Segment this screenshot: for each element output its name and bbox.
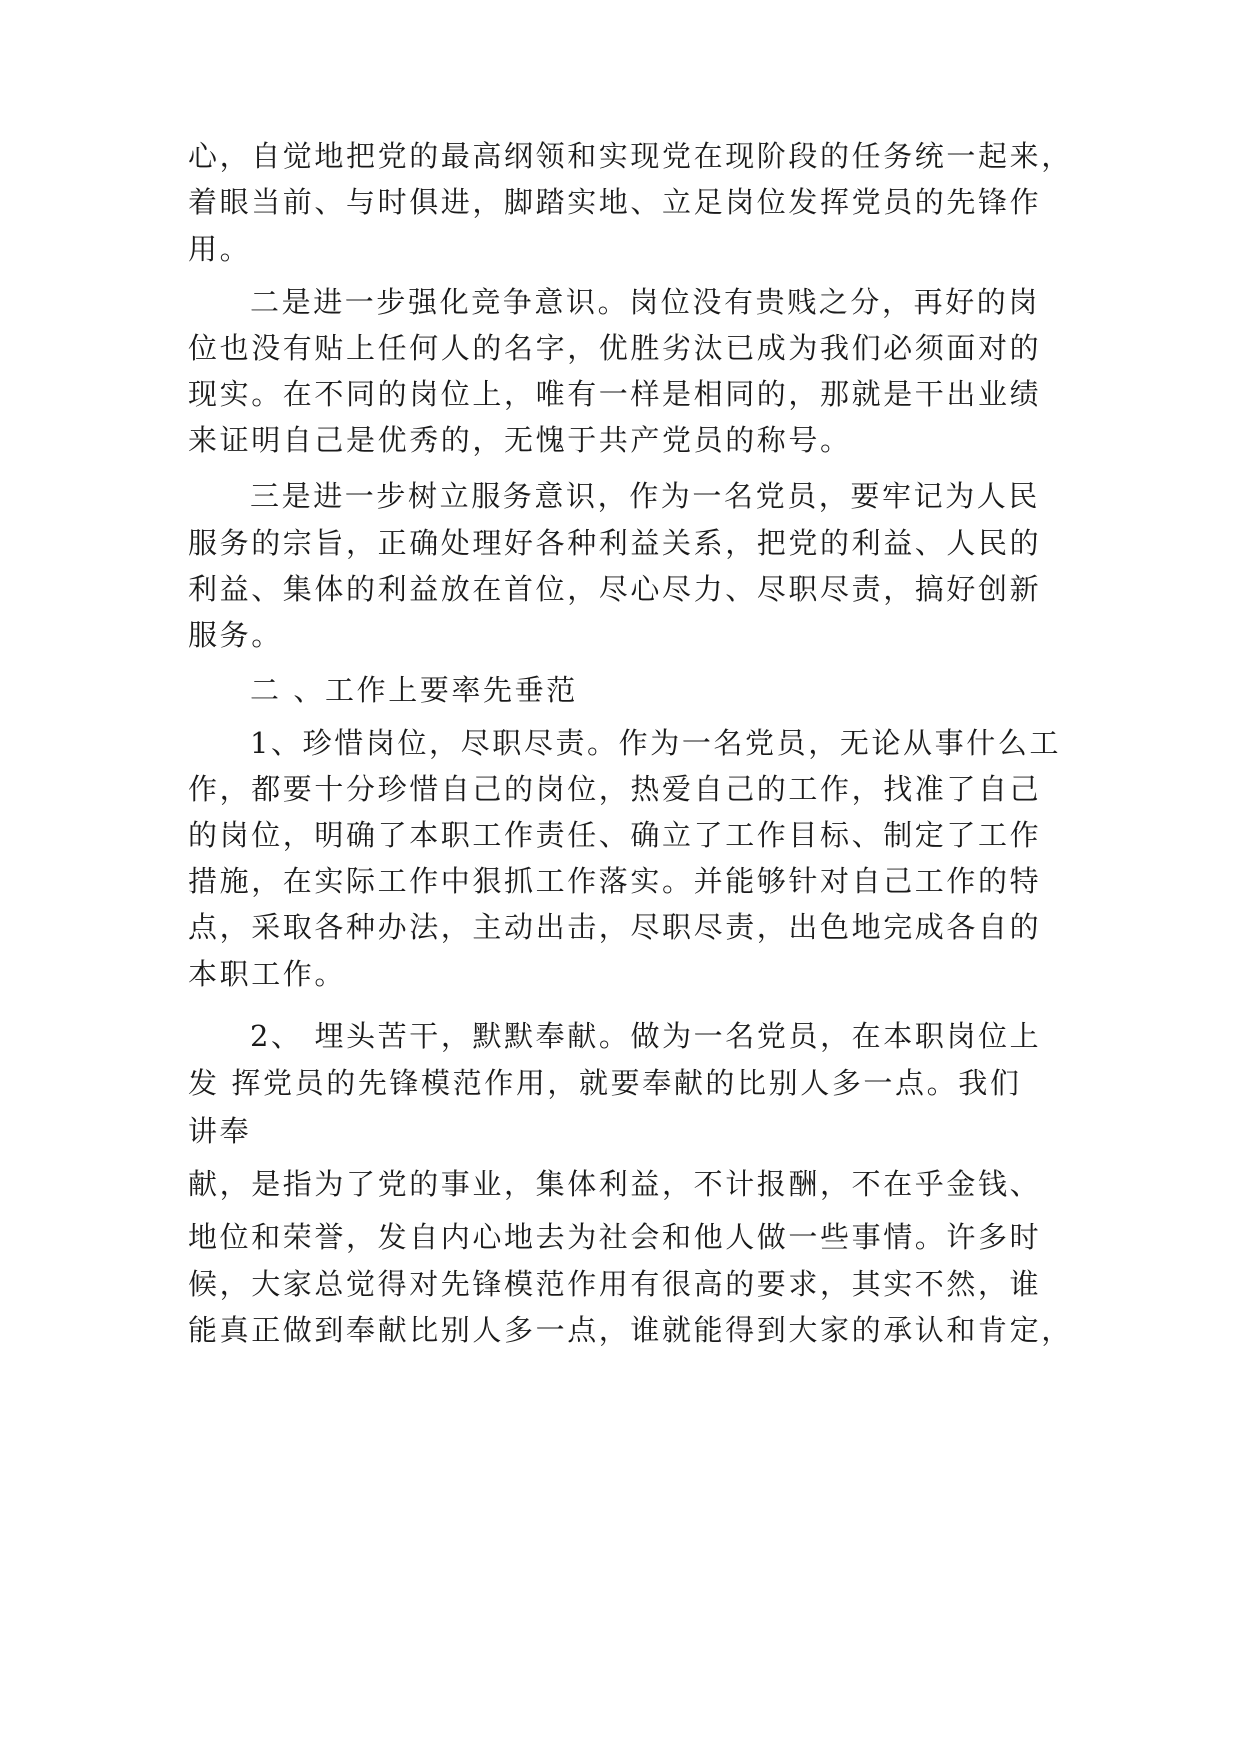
text-line: 候，大家总觉得对先锋模范作用有很高的要求，其实不然，谁 <box>188 1267 1042 1301</box>
text-line: 现实。在不同的岗位上，唯有一样是相同的，那就是干出业绩 <box>188 377 1042 411</box>
paragraph-first-line: 二是进一步强化竞争意识。岗位没有贵贱之分，再好的岗 <box>250 285 1041 319</box>
text-line: 着眼当前、与时俱进，脚踏实地、立足岗位发挥党员的先锋作 <box>188 185 1042 219</box>
text-line: 来证明自己是优秀的，无愧于共产党员的称号。 <box>188 423 852 457</box>
text-line: 发 挥党员的先锋模范作用，就要奉献的比别人多一点。我们 <box>188 1066 1022 1100</box>
text-line: 点，采取各种办法，主动出击，尽职尽责，出色地完成各自的 <box>188 910 1042 944</box>
text-line: 措施，在实际工作中狠抓工作落实。并能够针对自己工作的特 <box>188 864 1042 898</box>
text-line: 服务。 <box>188 618 283 652</box>
text-line: 能真正做到奉献比别人多一点，谁就能得到大家的承认和肯定， <box>188 1313 1073 1347</box>
paragraph-first-line: 2、 埋头苦干，默默奉献。做为一名党员，在本职岗位上 <box>250 1019 1042 1053</box>
text-line: 献，是指为了党的事业，集体利益，不计报酬，不在乎金钱、 <box>188 1167 1042 1201</box>
text-line: 用。 <box>188 232 252 266</box>
text-line: 位也没有贴上任何人的名字，优胜劣汰已成为我们必须面对的 <box>188 331 1042 365</box>
text-line: 作，都要十分珍惜自己的岗位，热爱自己的工作，找准了自己 <box>188 772 1042 806</box>
text-line: 地位和荣誉，发自内心地去为社会和他人做一些事情。许多时 <box>188 1220 1042 1254</box>
text-line: 的岗位，明确了本职工作责任、确立了工作目标、制定了工作 <box>188 818 1042 852</box>
section-heading: 二 、工作上要率先垂范 <box>250 673 578 707</box>
text-line: 讲奉 <box>188 1114 252 1148</box>
text-line: 本职工作。 <box>188 957 347 991</box>
text-line: 服务的宗旨，正确处理好各种利益关系，把党的利益、人民的 <box>188 526 1042 560</box>
text-line: 心，自觉地把党的最高纲领和实现党在现阶段的任务统一起来， <box>188 139 1073 173</box>
paragraph-first-line: 1、珍惜岗位，尽职尽责。作为一名党员，无论从事什么工 <box>250 726 1062 760</box>
text-line: 利益、集体的利益放在首位，尽心尽力、尽职尽责，搞好创新 <box>188 572 1042 606</box>
paragraph-first-line: 三是进一步树立服务意识，作为一名党员，要牢记为人民 <box>250 479 1041 513</box>
